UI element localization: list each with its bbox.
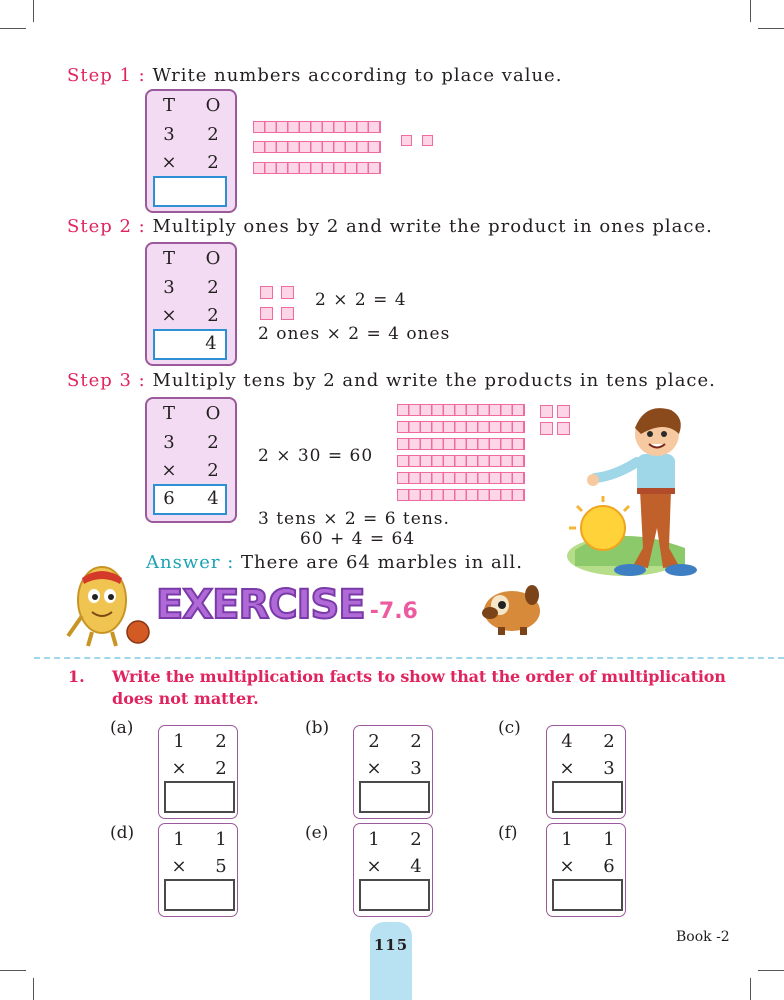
times-sign: × [171,856,187,877]
ones-cube [260,307,273,320]
tens-digit: 1 [368,829,380,850]
problem-box [546,725,626,819]
ones-cube [281,307,294,320]
problem-label: (c) [498,718,521,738]
step-label: Step 2 : [67,216,146,237]
equation: 2 × 2 = 4 [315,290,407,310]
problem-box [353,725,433,819]
answer-box[interactable] [359,879,430,911]
step-2-heading [67,216,713,237]
ones-digit: 2 [215,731,227,752]
answer-box [153,484,227,515]
tens-digit: 2 [368,731,380,752]
crop-mark [33,0,34,22]
ones-digit: 2 [207,124,219,145]
ones-cube [401,135,412,146]
tens-rod [397,404,525,416]
times-sign: × [161,305,177,326]
tens-rod [397,472,525,484]
equation: 2 ones × 2 = 4 ones [258,324,451,344]
times-sign: × [366,758,382,779]
multiplier-digit: 2 [207,305,219,326]
multiplier-digit: 2 [207,460,219,481]
tens-digit: 3 [163,277,175,298]
tens-digit: 3 [163,124,175,145]
answer-line [146,552,523,573]
question-number: 1. [68,667,85,686]
answer-box[interactable] [359,781,430,813]
multiplier-digit: 5 [215,856,227,877]
multiplier-digit: 3 [603,758,615,779]
tens-digit: 1 [561,829,573,850]
times-sign: × [171,758,187,779]
tens-digit: 1 [173,829,185,850]
book-label: Book -2 [676,929,730,945]
potato-mascot [62,556,152,648]
tens-digit: 3 [163,432,175,453]
problem-label: (f) [498,823,518,843]
answer-box [153,329,227,360]
exercise-title [156,582,418,628]
header-tens: T [162,95,175,116]
step-text: Write numbers according to place value. [152,65,563,86]
times-sign: × [559,758,575,779]
dog-mascot [478,583,546,635]
ones-digit: 1 [215,829,227,850]
answer-ones-digit: 4 [205,333,217,354]
tens-rod [397,455,525,467]
tens-rod [397,421,525,433]
boy-illustration [545,398,717,583]
multiplier-digit: 6 [603,856,615,877]
answer-text: There are 64 marbles in all. [241,552,523,573]
tens-rod [253,141,381,153]
problem-label: (d) [110,823,135,843]
problem-box [158,823,238,917]
multiplier-digit: 2 [215,758,227,779]
place-value-box [145,397,237,523]
header-ones: O [205,95,221,116]
times-sign: × [161,460,177,481]
step-label: Step 3 : [67,370,146,391]
header-ones: O [205,403,221,424]
place-value-box [145,242,237,366]
multiplier-digit: 3 [410,758,422,779]
answer-box[interactable] [164,879,235,911]
question-line-2: does not matter. [112,689,259,708]
ones-cube [422,135,433,146]
times-sign: × [366,856,382,877]
ones-digit: 2 [603,731,615,752]
tens-rod [397,438,525,450]
ones-digit: 2 [410,829,422,850]
multiplier-digit: 2 [207,152,219,173]
ones-digit: 2 [410,731,422,752]
equation: 3 tens × 2 = 6 tens. [258,509,450,529]
answer-tens-digit: 6 [163,488,175,509]
ones-cube [260,286,273,299]
answer-box[interactable] [164,781,235,813]
equation: 2 × 30 = 60 [258,446,374,466]
exercise-number: -7.6 [369,599,418,624]
step-1-heading [67,65,562,86]
crop-mark [750,0,751,22]
ones-digit: 2 [207,277,219,298]
multiplier-digit: 4 [410,856,422,877]
problem-label: (e) [305,823,329,843]
answer-box[interactable] [552,879,623,911]
question-line-1: Write the multiplication facts to show that the order of multiplication [112,667,726,686]
times-sign: × [161,152,177,173]
answer-box [153,176,227,207]
step-label: Step 1 : [67,65,146,86]
times-sign: × [559,856,575,877]
step-text: Multiply ones by 2 and write the product in ones place. [152,216,713,237]
answer-ones-digit: 4 [207,488,219,509]
step-text: Multiply tens by 2 and write the products in tens place. [152,370,716,391]
ones-cube [281,286,294,299]
tens-rod [253,162,381,174]
crop-mark [750,978,751,1000]
tens-digit: 1 [173,731,185,752]
crop-mark [0,28,26,29]
exercise-word: EXERCISE [156,582,365,628]
problem-label: (a) [110,718,134,738]
problem-box [353,823,433,917]
tens-rod [253,121,381,133]
place-value-box [145,89,237,213]
problem-box [158,725,238,819]
page-number-tab [370,922,412,1000]
crop-mark [758,28,784,29]
header-tens: T [162,248,175,269]
answer-box[interactable] [552,781,623,813]
ones-digit: 2 [207,432,219,453]
tens-rod [397,489,525,501]
crop-mark [758,970,784,971]
equation: 60 + 4 = 64 [300,529,416,549]
tens-digit: 4 [561,731,573,752]
page-number: 115 [373,936,409,954]
crop-mark [0,970,26,971]
crop-mark [33,978,34,1000]
step-3-heading [67,370,716,391]
header-tens: T [162,403,175,424]
ones-digit: 1 [603,829,615,850]
problem-box [546,823,626,917]
header-ones: O [205,248,221,269]
problem-label: (b) [305,718,330,738]
dashed-divider [34,657,784,659]
answer-label: Answer : [146,552,235,573]
